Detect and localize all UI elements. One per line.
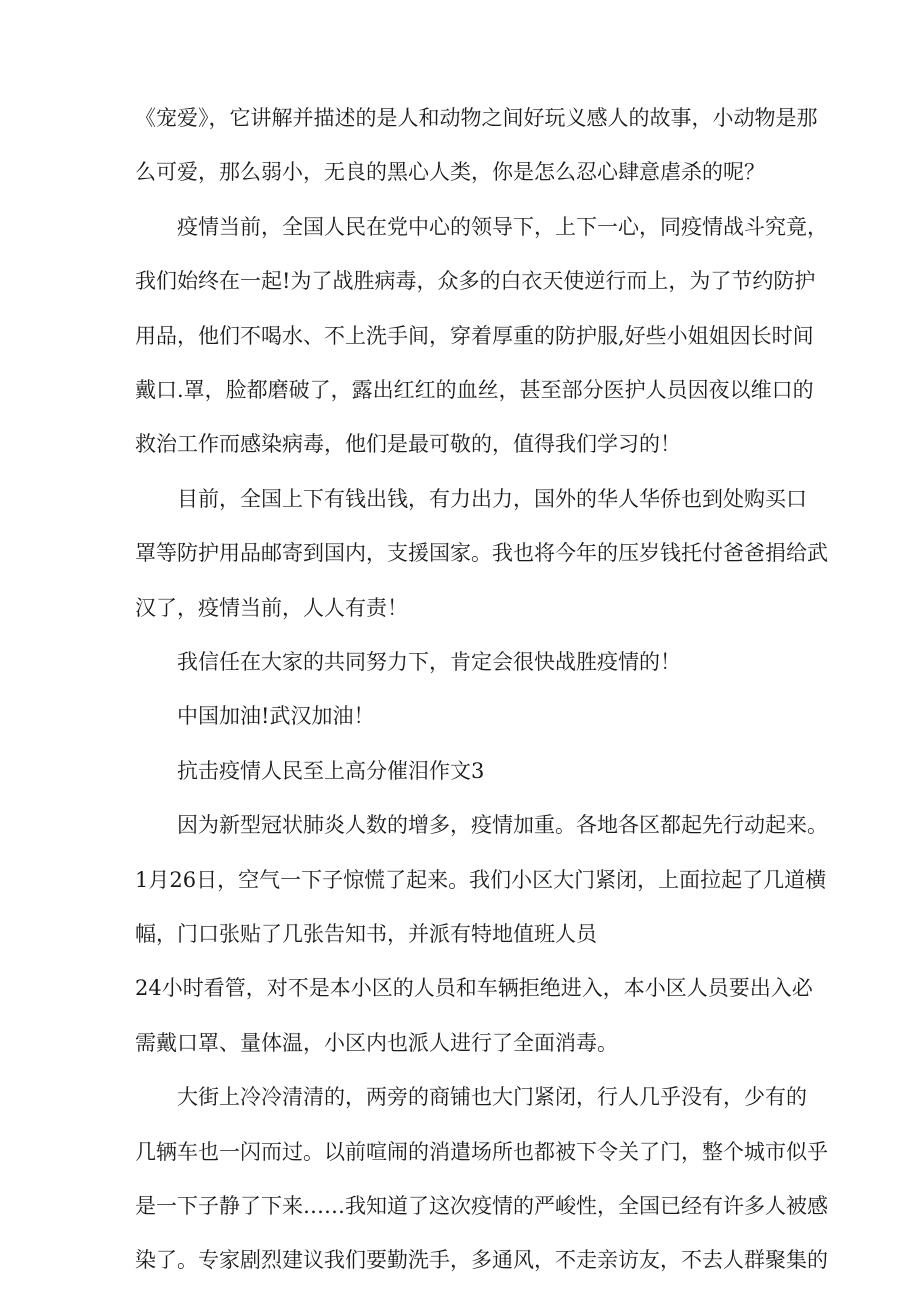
text-line-18: 需戴口罩、量体温，小区内也派人进行了全面消毒。 [135,1031,618,1055]
text-line-11: 我信任在大家的共同努力下，肯定会很快战胜疫情的！ [177,650,681,674]
text-line-19: 大街上冷冷清清的，两旁的商铺也大门紧闭，行人几乎没有，少有的 [177,1085,807,1109]
text-line-3: 疫情当前，全国人民在党中心的领导下，上下一心，同疫情战斗究竟， [177,215,828,239]
text-line-9: 罩等防护用品邮寄到国内，支援国家。我也将今年的压岁钱托付爸爸捐给武 [135,541,828,565]
text-line-7: 救治工作而感染病毒，他们是最可敬的，值得我们学习的！ [135,432,681,456]
text-line-10: 汉了，疫情当前，人人有责！ [135,596,408,620]
text-line-15: 1月26日，空气一下子惊慌了起来。我们小区大门紧闭，上面拉起了几道横 [135,868,827,892]
text-line-16: 幅，门口张贴了几张告知书，并派有特地值班人员 [135,922,597,946]
text-line-5: 用品，他们不喝水、不上洗手间，穿着厚重的防护服,好些小姐姐因长时间 [135,324,814,348]
text-line-8: 目前，全国上下有钱出钱，有力出力，国外的华人华侨也到处购买口 [177,487,807,511]
text-line-4: 我们始终在一起!为了战胜病毒，众多的白衣天使逆行而上，为了节约防护 [135,269,816,293]
text-line-1: 《宠爱》，它讲解并描述的是人和动物之间好玩义感人的故事，小动物是那 [135,106,818,130]
text-line-2: 么可爱，那么弱小，无良的黑心人类，你是怎么忍心肆意虐杀的呢？ [135,160,765,184]
text-line-22: 染了。专家剧烈建议我们要勤洗手，多通风，不走亲访友，不去人群聚集的 [135,1248,828,1272]
text-line-21: 是一下子静了下来……我知道了这次疫情的严峻性，全国已经有许多人被感 [135,1194,828,1218]
text-line-20: 几辆车也一闪而过。以前喧闹的消遣场所也都被下令关了门，整个城市似乎 [135,1140,828,1164]
text-line-14: 因为新型冠状肺炎人数的增多，疫情加重。各地各区都起先行动起来。 [177,813,828,837]
section-heading: 抗击疫情人民至上高分催泪作文3 [177,759,485,783]
text-line-6: 戴口.罩，脸都磨破了，露出红红的血丝，甚至部分医护人员因夜以维口的 [135,378,814,402]
text-line-17: 24小时看管，对不是本小区的人员和车辆拒绝进入，本小区人员要出入必 [135,976,813,1000]
text-line-12: 中国加油!武汉加油！ [177,704,375,728]
